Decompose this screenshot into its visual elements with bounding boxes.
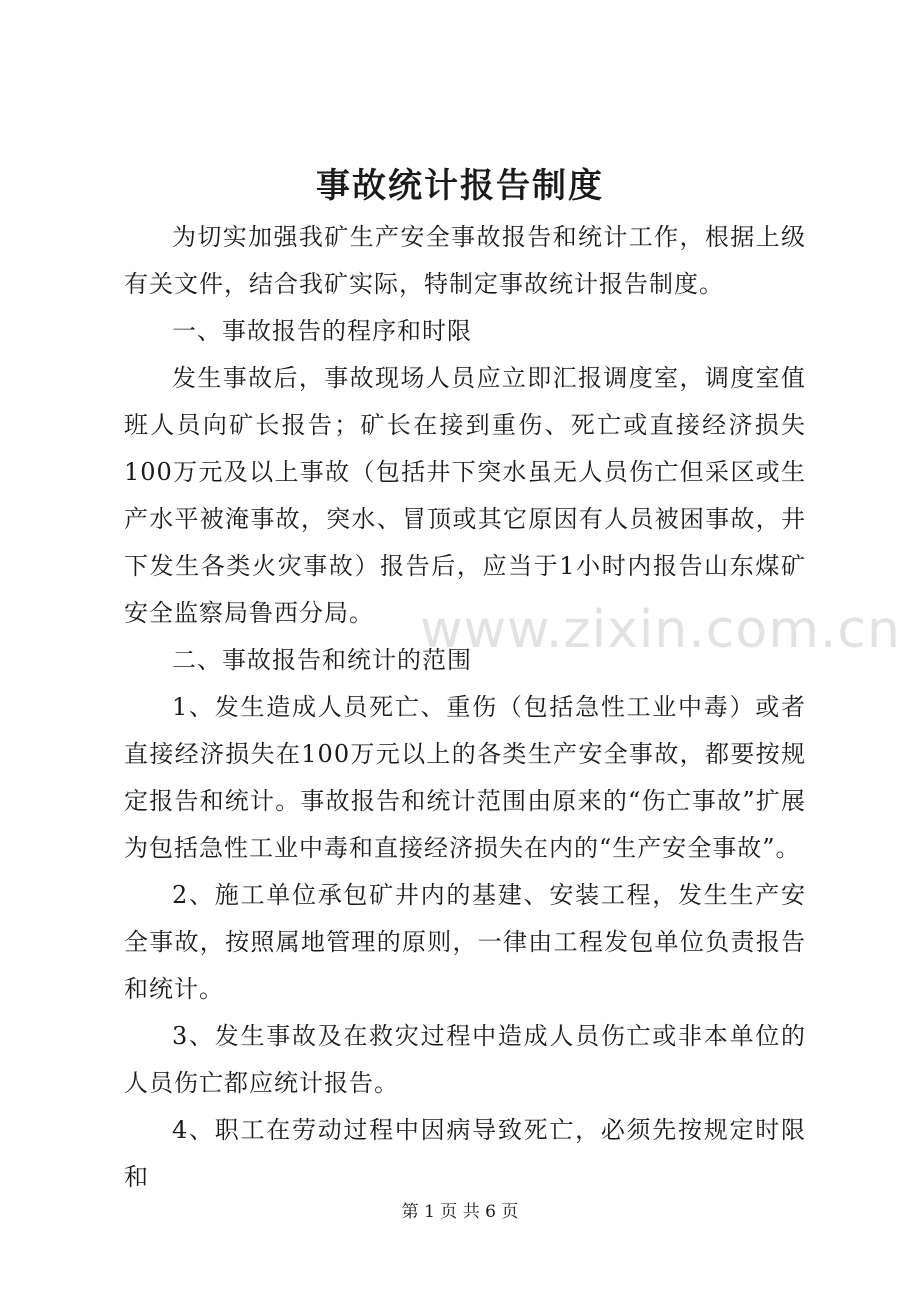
page-footer: 第 1 页 共 6 页: [401, 1202, 519, 1222]
document-title: 事故统计报告制度: [316, 166, 604, 206]
watermark: www.zixin.com.cn: [420, 600, 901, 660]
paragraph-item-1: 1、发生造成人员死亡、重伤（包括急性工业中毒）或者直接经济损失在100万元以上的各类生产安全事故，都要按规定报告和统计。事故报告和统计范围由原来的“伤亡事故”扩展为包括急性工业中毒和直接经济损失在内的“生产安全事故”。: [124, 693, 806, 862]
section-heading-1: 一、事故报告的程序和时限: [172, 317, 472, 345]
section-heading-2: 二、事故报告和统计的范围: [172, 646, 472, 674]
paragraph-item-3: 3、发生事故及在救灾过程中造成人员伤亡或非本单位的人员伤亡都应统计报告。: [124, 1022, 806, 1097]
paragraph-item-4: 4、职工在劳动过程中因病导致死亡，必须先按规定时限和: [124, 1116, 806, 1191]
paragraph-item-2: 2、施工单位承包矿井内的基建、安装工程，发生生产安全事故，按照属地管理的原则，一律由工程发包单位负责报告和统计。: [124, 881, 806, 1003]
paragraph-intro: 为切实加强我矿生产安全事故报告和统计工作，根据上级有关文件，结合我矿实际，特制定事故统计报告制度。: [124, 223, 806, 298]
document-body: [124, 214, 806, 1201]
paragraph-procedure: 发生事故后，事故现场人员应立即汇报调度室，调度室值班人员向矿长报告；矿长在接到重伤、死亡或直接经济损失100万元及以上事故（包括井下突水虽无人员伤亡但采区或生产水平被淹事故，突水、冒顶或其它原因有人员被困事故，井下发生各类火灾事故）报告后，应当于1小时内报告山东煤矿安全监察局鲁西分局。: [124, 364, 806, 627]
